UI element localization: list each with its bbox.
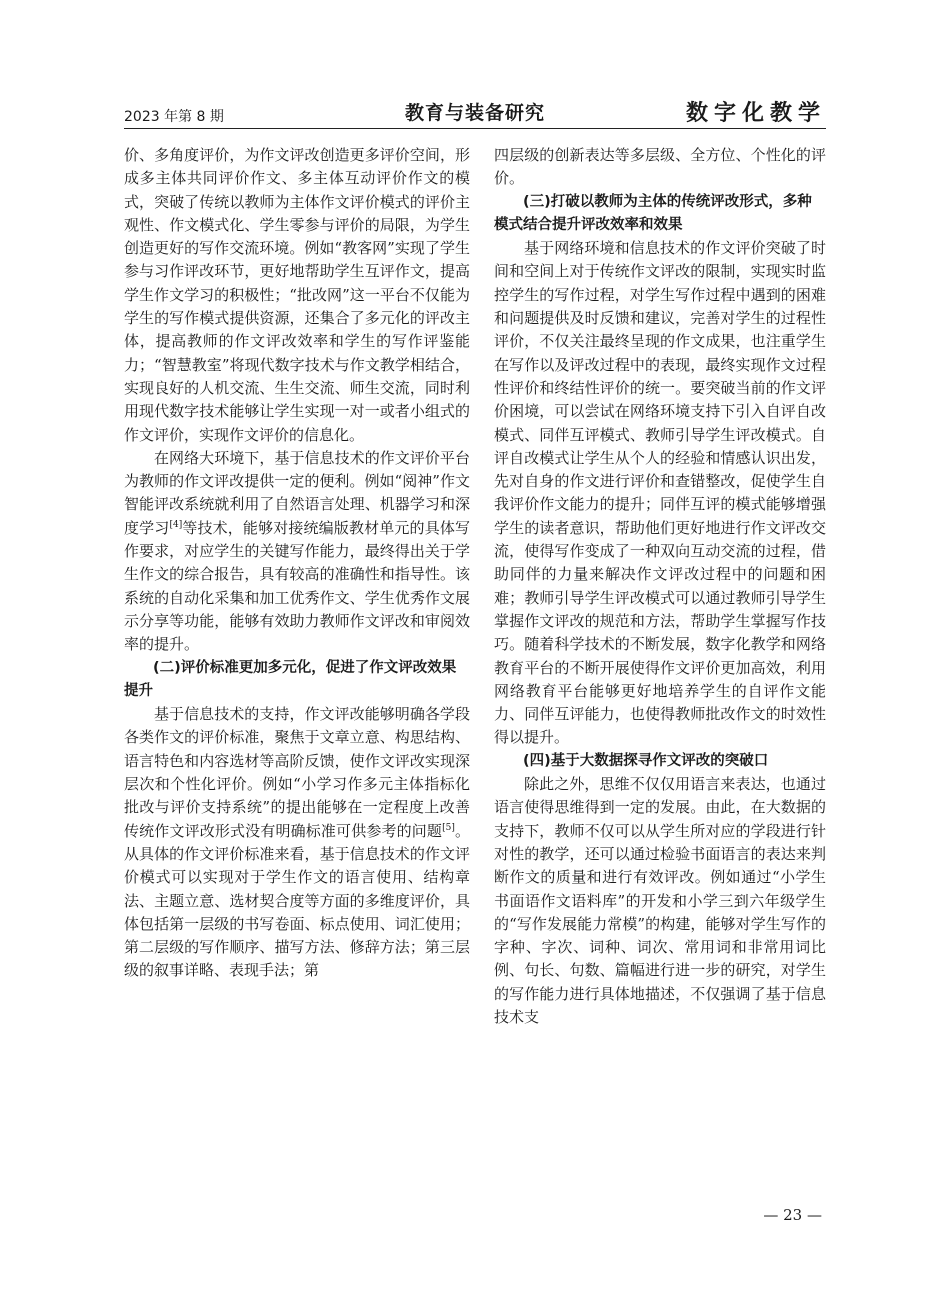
paragraph	[124, 447, 470, 657]
section-heading: (四)基于大数据探寻作文评改的突破口	[523, 752, 769, 769]
section-title: 数字化教学	[685, 100, 826, 126]
paragraph-text: 在网络大环境下，基于信息技术的作文评价平台为教师的作文评改提供一定的便利。例如“阅神”作文智能评改系统就利用了自然语言处理、机器学习和深度学习	[124, 448, 470, 537]
page-number: — 23 —	[763, 1206, 822, 1224]
header-rule	[124, 128, 826, 129]
citation-ref: [4]	[169, 519, 183, 530]
journal-title: 教育与装备研究	[404, 102, 545, 124]
left-column	[124, 144, 470, 983]
section-heading: (三)打破以教师为主体的传统评改形式，多种模式结合提升评改效率和效果	[494, 193, 812, 233]
paragraph-text: 基于信息技术的支持，作文评改能够明确各学段各类作文的评价标准，聚焦于文章立意、构思结构、语言特色和内容选材等高阶反馈，使作文评改实现深层次和个性化评价。例如“小学习作多元主体指标化批改与评价支持系统”的提出能够在一定程度上改善传统作文评改形式没有明确标准可供参考的问题	[124, 705, 470, 840]
section-heading: (二)评价标准更加多元化，促进了作文评改效果提升	[124, 659, 457, 699]
running-header	[124, 96, 826, 126]
paragraph: 基于网络环境和信息技术的作文评价突破了时间和空间上对于传统作文评改的限制，实现实时监控学生的写作过程，对学生写作过程中遇到的困难和问题提供及时反馈和建议，完善对学生的过程性评价，不仅关注最终呈现的作文成果，也注重学生在写作以及评改过程中的表现，最终实现作文过程性评价和终结性评价的统一。要突破当前的作文评价困境，可以尝试在网络环境支持下引入自评自改模式、同伴互评模式、教师引导学生评改模式。自评自改模式让学生从个人的经验和情感认识出发，先对自身的作文进行评价和查错整改，促使学生自我评价作文能力的提升；同伴互评的模式能够增强学生的读者意识，帮助他们更好地进行作文评改交流，使得写作变成了一种双向互动交流的过程，借助同伴的力量来解决作文评改过程中的问题和困难；教师引导学生评改模式可以通过教师引导学生掌握作文评改的规范和方法，帮助学生掌握写作技巧。随着科学技术的不断发展，数字化教学和网络教育平台的不断开展使得作文评价更加高效，利用网络教育平台能够更好地培养学生的自评作文能力、同伴互评能力，也使得教师批改作文的时效性得以提升。	[494, 239, 826, 747]
paragraph	[124, 703, 470, 983]
paragraph: 价、多角度评价，为作文评改创造更多评价空间，形成多主体共同评价作文、多主体互动评价作文的模式，突破了传统以教师为主体作文评价模式的评价主观性、作文模式化、学生零参与评价的局限，为学生创造更好的写作交流环境。例如“教客网”实现了学生参与习作评改环节，更好地帮助学生互评作文，提高学生作文学习的积极性；“批改网”这一平台不仅能为学生的写作模式提供资源，还集合了多元化的评改主体，提高教师的作文评改效率和学生的写作评鉴能力；“智慧教室”将现代数字技术与作文教学相结合，实现良好的人机交流、生生交流、师生交流，同时利用现代数字技术能够让学生实现一对一或者小组式的作文评价，实现作文评价的信息化。	[124, 146, 470, 444]
paragraph-text: 等技术，能够对接统编版教材单元的具体写作要求，对应学生的关键写作能力，最终得出关于学生作文的综合报告，具有较高的准确性和指导性。该系统的自动化采集和加工优秀作文、学生优秀作文展示分享等功能，能够有效助力教师作文评改和审阅效率的提升。	[124, 518, 470, 654]
citation-ref: [5]	[442, 822, 455, 833]
paragraph: 除此之外，思维不仅仅用语言来表达，也通过语言使得思维得到一定的发展。由此，在大数据的支持下，教师不仅可以从学生所对应的学段进行针对性的教学，还可以通过检验书面语言的表达来判断作文的质量和进行有效评改。例如通过“小学生书面语作文语料库”的开发和小学三到六年级学生的“写作发展能力常模”的构建，能够对学生写作的字种、字次、词种、词次、常用词和非常用词比例、句长、句数、篇幅进行进一步的研究，对学生的写作能力进行具体地描述，不仅强调了基于信息技术支	[494, 775, 826, 1026]
issue-label: 2023 年第 8 期	[124, 109, 224, 125]
paragraph-text: 。从具体的作文评价标准来看，基于信息技术的作文评价模式可以实现对于学生作文的语言使用、结构章法、主题立意、选材契合度等方面的多维度评价，具体包括第一层级的书写卷面、标点使用、词汇使用；第二层级的写作顺序、描写方法、修辞方法；第三层级的叙事详略、表现手法；第	[124, 821, 470, 980]
paragraph: 四层级的创新表达等多层级、全方位、个性化的评价。	[494, 146, 826, 188]
right-column	[494, 144, 826, 1029]
